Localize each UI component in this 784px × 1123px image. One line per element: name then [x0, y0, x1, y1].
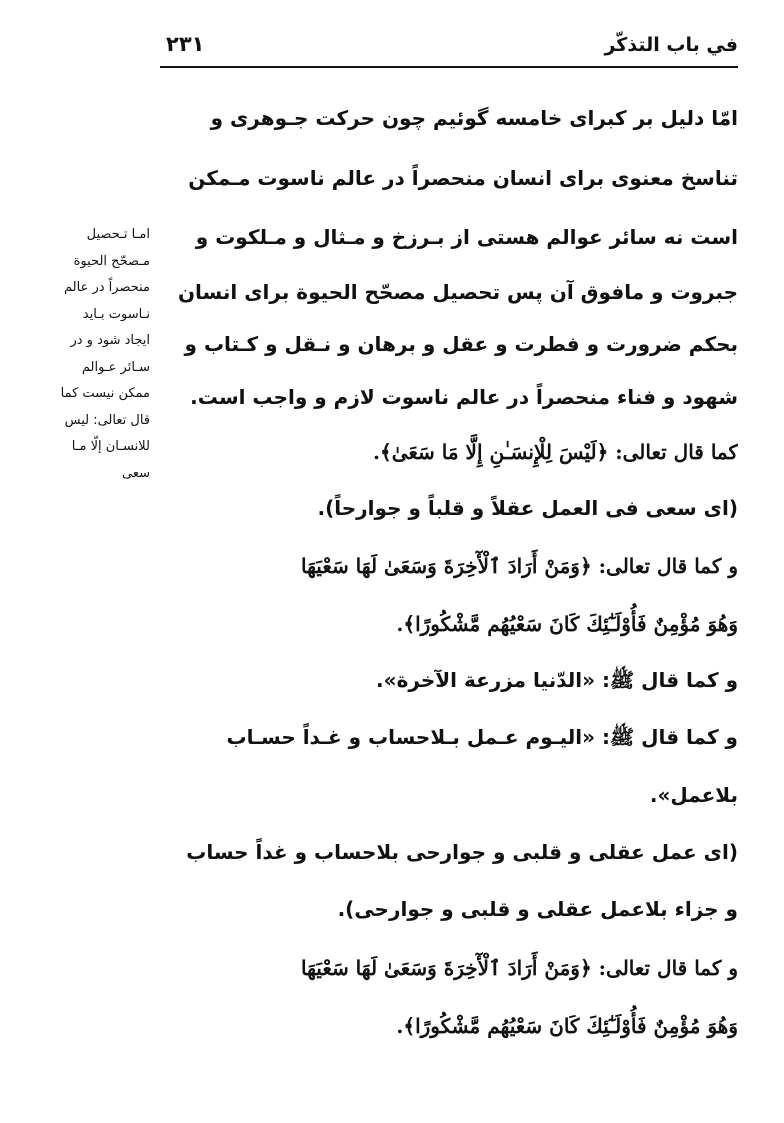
- hadith-line: و كما قال ﷺ: «اليـوم عـمل بـلاحساب و غـداً حسـاب: [226, 725, 738, 749]
- margin-note-line: ممكن نيست كما: [60, 386, 150, 401]
- margin-note: [22, 222, 150, 487]
- hadith-line: و كما قال ﷺ: «الدّنيا مزرعة الآخرة».: [376, 668, 738, 692]
- quran-verse-line: كما قال تعالى: ﴿لَيْسَ لِلْإِنسَـٰنِ إِلَّا مَا سَعَىٰ﴾.: [373, 440, 738, 464]
- margin-note-line: نـاسوت بـايد: [82, 306, 150, 322]
- text-line: امّا دليل بر كبراى خامسه گوئيم چون حركت جـوهرى و: [210, 106, 738, 130]
- text-line: است نه سائر عوالم هستى از بـرزخ و مـثال و مـلكوت و: [195, 225, 738, 249]
- text-line: شهود و فناء منحصراً در عالم ناسوت لازم و واجب است.: [190, 385, 738, 409]
- page-header: [160, 28, 738, 68]
- text-line: (اى عمل عقلى و قلبى و جوارحى بلاحساب و غداً حساب: [186, 840, 738, 864]
- margin-note-line: منحصراً در عالم: [64, 280, 150, 295]
- quran-verse-line: وَهُوَ مُؤْمِنٌ فَأُوْلَـٰٓئِكَ كَانَ سَعْيُهُم مَّشْكُورًا﴾.: [396, 612, 738, 636]
- quran-verse-line: و كما قال تعالى: ﴿وَمَنْ أَرَادَ ٱلْأٓخِرَةَ وَسَعَىٰ لَهَا سَعْيَهَا: [300, 554, 738, 578]
- header-rule: [160, 66, 738, 68]
- quran-verse-line: وَهُوَ مُؤْمِنٌ فَأُوْلَـٰٓئِكَ كَانَ سَعْيُهُم مَّشْكُورًا﴾.: [396, 1014, 738, 1038]
- text-line: بحكم ضرورت و فطرت و عقل و برهان و نـقل و كـتاب و: [184, 332, 738, 356]
- running-title: في باب التذكّر: [604, 34, 738, 56]
- text-line: (اى سعى فى العمل عقلاً و قلباً و جوارحاً).: [317, 496, 738, 520]
- margin-note-line: قال تعالى: ليس: [64, 412, 150, 428]
- margin-note-line: امـا تـحصيل: [86, 227, 150, 242]
- margin-note-line: للانسـان إلّا مـا: [71, 439, 150, 454]
- quran-verse-line: و كما قال تعالى: ﴿وَمَنْ أَرَادَ ٱلْأٓخِرَةَ وَسَعَىٰ لَهَا سَعْيَهَا: [300, 956, 738, 980]
- margin-note-line: مـصحّح الحيوة: [73, 253, 150, 269]
- hadith-line: بلاعمل».: [649, 783, 738, 807]
- text-line: جبروت و مافوق آن پس تحصيل مصحّح الحيوة براى انسان: [177, 280, 738, 304]
- margin-note-line: سـائر عـوالم: [81, 359, 150, 375]
- text-line: تناسخ معنوى براى انسان منحصراً در عالم ناسوت مـمكن: [188, 166, 738, 190]
- margin-note-line: سعى: [122, 465, 150, 481]
- margin-note-line: ايجاد شود و در: [70, 333, 150, 348]
- text-line: و جزاء بلاعمل عقلى و قلبى و جوارحى).: [337, 897, 738, 921]
- main-text: [160, 88, 738, 1054]
- page-number: ٢٣١: [166, 32, 205, 56]
